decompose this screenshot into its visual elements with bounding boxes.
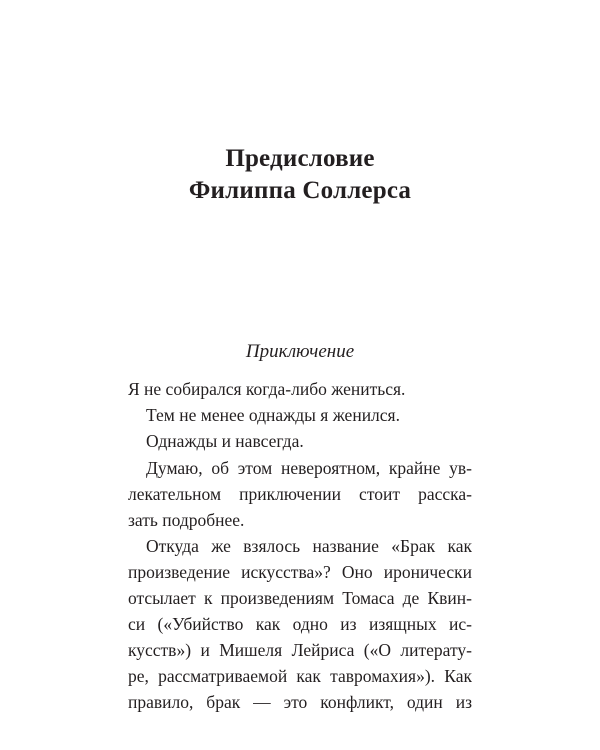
text-line: отсылает к произведениям Томаса де Квин- — [128, 588, 472, 608]
text-line: Я не собирался когда-либо жениться. — [128, 379, 406, 399]
text-line: кусств») и Мишеля Лейриса («О литерату- — [128, 640, 472, 660]
section-title: Приключение — [245, 341, 355, 362]
text-line: Однажды и навсегда. — [146, 431, 304, 451]
text-line: Тем не менее однажды я женился. — [146, 405, 400, 425]
text-line: Думаю, об этом невероятном, крайне ув- — [146, 458, 472, 478]
text-line: правило, брак — это конфликт, один из — [128, 692, 472, 712]
text-line: произведение искусства»? Оно иронически — [128, 562, 472, 582]
text-line: Откуда же взялось название «Брак как — [146, 536, 472, 556]
text-line: лекательном приключении стоит расска- — [128, 484, 472, 504]
text-line: ре, рассматриваемой как тавромахия»). Как — [128, 666, 472, 686]
text-line: зать подробнее. — [128, 510, 245, 530]
text-line: си («Убийство как одно из изящных ис- — [128, 614, 472, 634]
chapter-title-line-2: Филиппа Соллерса — [188, 177, 412, 204]
chapter-title-line-1: Предисловие — [225, 145, 375, 172]
